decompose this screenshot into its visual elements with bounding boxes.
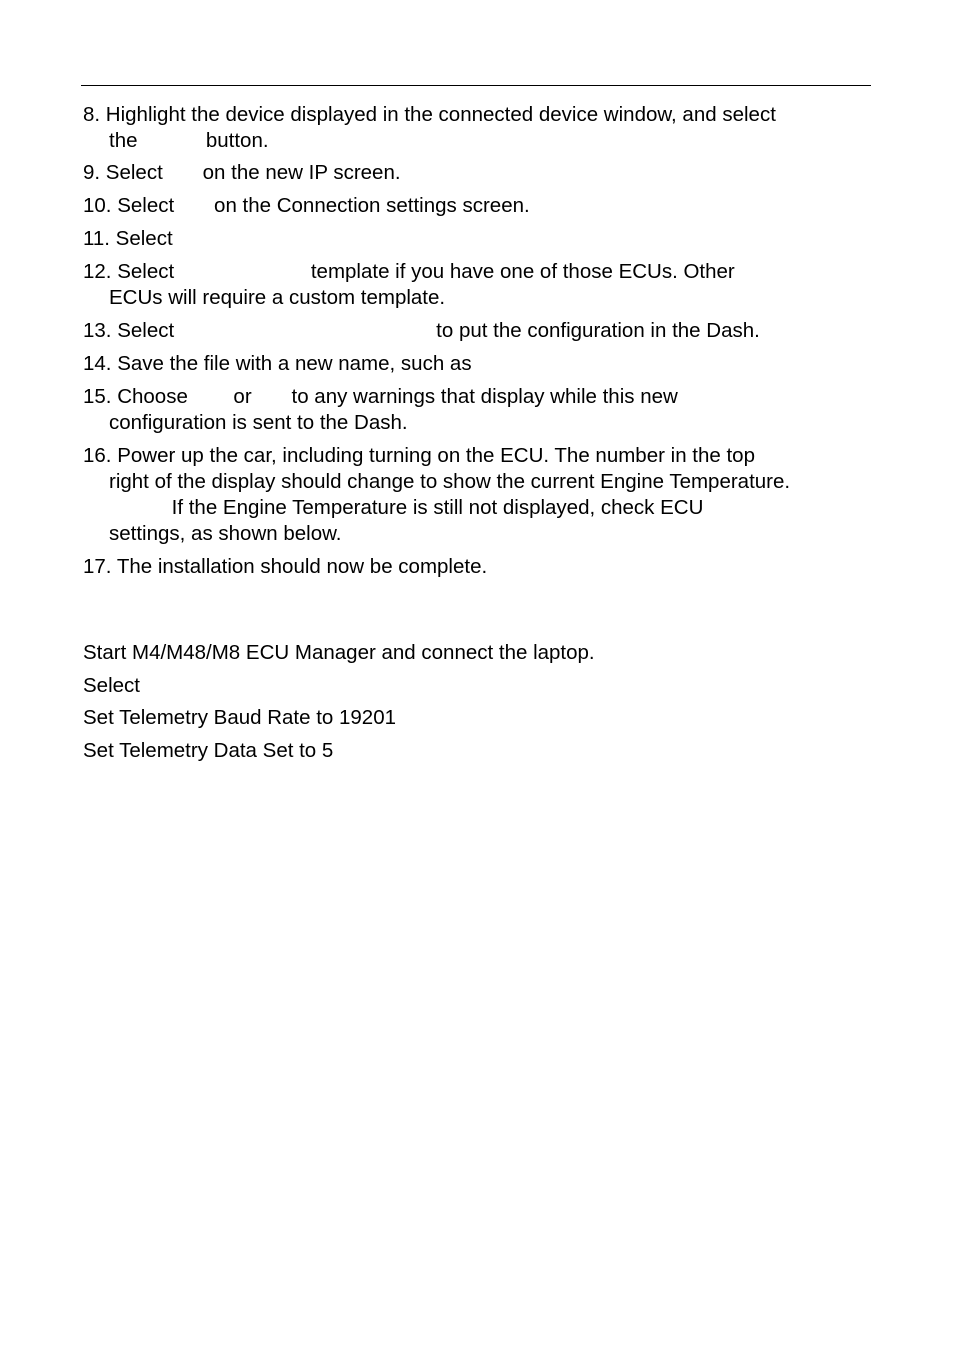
step-14-line-1: 14. Save the file with a new name, such as [83, 352, 472, 375]
ecu-settings-line-3: Set Telemetry Baud Rate to 19201 [83, 706, 397, 729]
ecu-settings-line-1: Start M4/M48/M8 ECU Manager and connect the laptop. [83, 641, 595, 664]
step-9-line-1: 9. Select on the new IP screen. [83, 161, 401, 184]
step-12-line-1: 12. Select template if you have one of those ECUs. Other [83, 260, 735, 283]
step-8-line-2: the button. [109, 129, 269, 152]
step-8-line-1: 8. Highlight the device displayed in the connected device window, and select [83, 103, 776, 126]
step-17-line-1: 17. The installation should now be complete. [83, 555, 488, 578]
step-16-line-2: right of the display should change to show the current Engine Temperature. [109, 470, 791, 493]
step-16-line-1: 16. Power up the car, including turning on the ECU. The number in the top [83, 444, 755, 467]
ecu-settings-line-2: Select [83, 674, 140, 697]
step-16-line-3: If the Engine Temperature is still not displayed, check ECU [109, 496, 704, 519]
step-15-line-1: 15. Choose or to any warnings that display while this new [83, 385, 678, 408]
step-16-line-4: settings, as shown below. [109, 522, 342, 545]
step-12-line-2: ECUs will require a custom template. [109, 286, 446, 309]
step-13-line-1: 13. Select to put the configuration in the Dash. [83, 319, 760, 342]
step-10-line-1: 10. Select on the Connection settings screen. [83, 194, 530, 217]
header-rule [81, 85, 871, 86]
step-11-line-1: 11. Select [83, 227, 173, 250]
ecu-settings-line-4: Set Telemetry Data Set to 5 [83, 739, 334, 762]
step-15-line-2: configuration is sent to the Dash. [109, 411, 408, 434]
